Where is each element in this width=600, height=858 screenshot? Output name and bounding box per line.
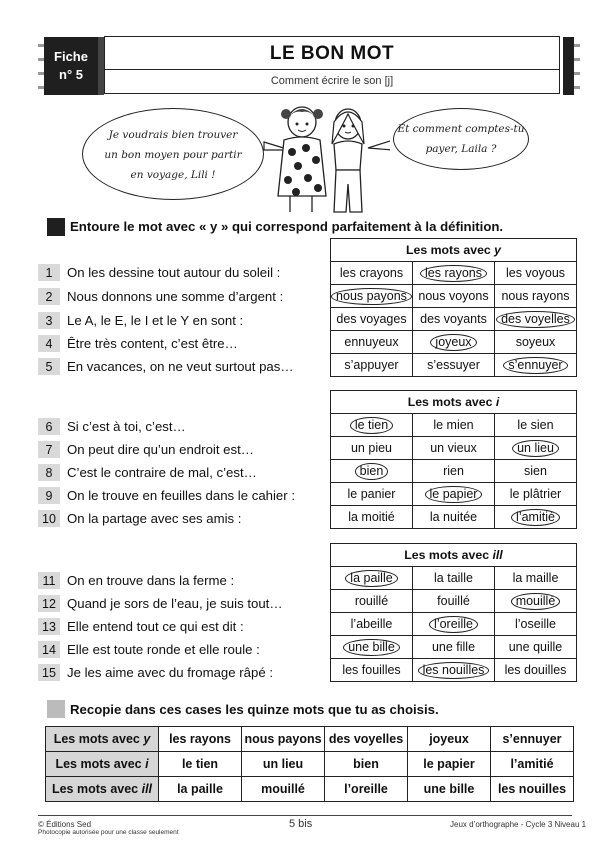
word-cell[interactable]: le panier <box>331 483 413 506</box>
question-number: 11 <box>38 572 60 589</box>
word-cell[interactable]: le mien <box>413 414 495 437</box>
question-number: 9 <box>38 487 60 504</box>
question-text: On les dessine tout autour du soleil : <box>67 265 281 280</box>
word-cell[interactable] <box>495 506 577 529</box>
question-text: Elle est toute ronde et elle roule : <box>67 642 260 657</box>
circled-word: nous payons <box>331 288 412 305</box>
word-cell[interactable] <box>331 636 413 659</box>
word-cell[interactable] <box>331 460 413 483</box>
question-item <box>38 418 186 436</box>
recap-cell[interactable]: nous payons <box>242 727 325 752</box>
word-cell[interactable]: des voyages <box>331 308 413 331</box>
question-item <box>38 572 234 590</box>
page-subtitle: Comment écrire le son [j] <box>270 75 394 87</box>
word-cell[interactable]: la taille <box>413 567 495 590</box>
speech-bubble-right <box>393 108 529 170</box>
word-cell[interactable]: les douilles <box>495 659 577 682</box>
word-cell[interactable]: un pieu <box>331 437 413 460</box>
bubble-left-line: en voyage, Lili ! <box>130 169 216 181</box>
recap-cell[interactable]: s’ennuyer <box>491 727 574 752</box>
question-text: Je les aime avec du fromage râpé : <box>67 665 273 680</box>
question-text: Elle entend tout ce qui est dit : <box>67 619 244 634</box>
question-number: 5 <box>38 358 60 375</box>
word-cell[interactable]: rien <box>413 460 495 483</box>
question-item <box>38 288 283 306</box>
word-cell[interactable]: sien <box>495 460 577 483</box>
word-cell[interactable]: des voyants <box>413 308 495 331</box>
word-cell[interactable]: ennuyeux <box>331 331 413 354</box>
section2-instruction: Recopie dans ces cases les quinze mots que tu as choisis. <box>70 702 439 717</box>
circled-word: bien <box>355 463 389 480</box>
circled-word: l’amitié <box>511 509 560 526</box>
recap-row-label: Les mots avec y <box>46 727 159 752</box>
word-cell[interactable]: les voyous <box>495 262 577 285</box>
word-cell[interactable] <box>413 331 495 354</box>
question-number: 1 <box>38 264 60 281</box>
recap-cell[interactable]: bien <box>325 752 408 777</box>
question-number: 12 <box>38 595 60 612</box>
question-item <box>38 464 257 482</box>
footer-series: Jeux d’orthographe - Cycle 3 Niveau 1 <box>450 820 587 829</box>
word-cell[interactable]: l’abeille <box>331 613 413 636</box>
word-cell[interactable]: la maille <box>495 567 577 590</box>
section-bullet-icon <box>47 700 65 718</box>
word-cell[interactable] <box>413 659 495 682</box>
footer-publisher: © Éditions Sed <box>38 820 92 829</box>
page-title: LE BON MOT <box>269 43 395 64</box>
recap-row-label: Les mots avec i <box>46 752 159 777</box>
question-item <box>38 618 244 636</box>
word-cell[interactable]: rouillé <box>331 590 413 613</box>
question-text: Le A, le E, le I et le Y en sont : <box>67 313 244 328</box>
footer-page-number: 5 bis <box>289 818 313 830</box>
question-item <box>38 312 243 330</box>
word-cell[interactable] <box>413 483 495 506</box>
question-item <box>38 641 260 659</box>
question-item <box>38 335 238 353</box>
word-cell[interactable]: s’essuyer <box>413 354 495 377</box>
circled-word: les rayons <box>420 265 487 282</box>
word-table-ill <box>330 543 577 682</box>
word-table-header: Les mots avec y <box>331 239 577 262</box>
recap-row-label: Les mots avec ill <box>46 777 159 802</box>
recap-cell[interactable]: une bille <box>408 777 491 802</box>
recap-cell[interactable]: des voyelles <box>325 727 408 752</box>
word-table-header: Les mots avec i <box>331 391 577 414</box>
question-text: Si c’est à toi, c’est… <box>67 419 186 434</box>
question-number: 13 <box>38 618 60 635</box>
section1-instruction: Entoure le mot avec « y » qui correspond parfaitement à la définition. <box>70 219 504 234</box>
word-cell[interactable]: nous rayons <box>495 285 577 308</box>
question-text: On peut dire qu’un endroit est… <box>67 442 254 457</box>
question-number: 3 <box>38 312 60 329</box>
question-number: 14 <box>38 641 60 658</box>
circled-word: joyeux <box>430 334 476 351</box>
word-cell[interactable] <box>413 613 495 636</box>
recap-cell[interactable]: les nouilles <box>491 777 574 802</box>
word-cell[interactable]: une quille <box>495 636 577 659</box>
question-text: Quand je sors de l’eau, je suis tout… <box>67 596 283 611</box>
word-cell[interactable]: la moitié <box>331 506 413 529</box>
circled-word: le tien <box>350 417 393 434</box>
question-text: En vacances, on ne veut surtout pas… <box>67 359 294 374</box>
footer-divider <box>38 815 572 816</box>
recap-cell[interactable]: l’oreille <box>325 777 408 802</box>
footer-notice: Photocopie autorisée pour une classe seulement <box>38 829 179 836</box>
word-cell[interactable] <box>331 285 413 308</box>
question-item <box>38 358 294 376</box>
recap-cell[interactable]: un lieu <box>242 752 325 777</box>
word-cell[interactable] <box>413 262 495 285</box>
question-text: Être très content, c’est être… <box>67 336 238 351</box>
recap-cell[interactable]: le tien <box>159 752 242 777</box>
question-text: On la partage avec ses amis : <box>67 511 242 526</box>
recap-cell[interactable]: l’amitié <box>491 752 574 777</box>
circled-word: le papier <box>425 486 483 503</box>
word-cell[interactable]: un vieux <box>413 437 495 460</box>
question-number: 7 <box>38 441 60 458</box>
circled-word: s’ennuyer <box>503 357 567 374</box>
word-cell[interactable] <box>495 590 577 613</box>
word-cell[interactable] <box>495 354 577 377</box>
circled-word: une bille <box>343 639 400 656</box>
question-number: 2 <box>38 288 60 305</box>
word-cell[interactable]: nous voyons <box>413 285 495 308</box>
word-cell[interactable]: les fouilles <box>331 659 413 682</box>
recap-cell[interactable]: la paille <box>159 777 242 802</box>
question-text: Nous donnons une somme d’argent : <box>67 289 284 304</box>
word-cell[interactable]: une fille <box>413 636 495 659</box>
recap-cell[interactable]: mouillé <box>242 777 325 802</box>
question-item <box>38 664 273 682</box>
word-table-i <box>330 390 577 529</box>
recap-cell[interactable]: joyeux <box>408 727 491 752</box>
question-number: 8 <box>38 464 60 481</box>
question-text: On le trouve en feuilles dans le cahier : <box>67 488 295 503</box>
fiche-label: Fiche <box>54 49 88 64</box>
recap-table <box>45 726 574 802</box>
word-cell[interactable] <box>495 308 577 331</box>
section-bullet-icon <box>47 218 65 236</box>
word-cell[interactable]: la nuitée <box>413 506 495 529</box>
question-item <box>38 487 295 505</box>
word-table-header: Les mots avec ill <box>331 544 577 567</box>
question-item <box>38 595 283 613</box>
word-table-y <box>330 238 577 377</box>
question-item <box>38 441 254 459</box>
word-cell[interactable]: les crayons <box>331 262 413 285</box>
question-item <box>38 264 280 282</box>
circled-word: mouillé <box>511 593 561 610</box>
question-text: C’est le contraire de mal, c’est… <box>67 465 257 480</box>
circled-word: les nouilles <box>418 662 490 679</box>
fiche-number: n° 5 <box>59 67 83 82</box>
bubble-left-line: un bon moyen pour partir <box>104 149 242 161</box>
question-number: 15 <box>38 664 60 681</box>
word-cell[interactable]: fouillé <box>413 590 495 613</box>
bubble-left-line: Je voudrais bien trouver <box>108 129 238 141</box>
recap-cell[interactable]: le papier <box>408 752 491 777</box>
question-number: 6 <box>38 418 60 435</box>
bubble-right-line: payer, Laila ? <box>425 143 497 155</box>
fiche-badge <box>44 37 104 95</box>
bubble-right-line: Et comment comptes-tu <box>397 123 525 135</box>
two-girls-illustration <box>250 100 390 215</box>
question-number: 10 <box>38 510 60 527</box>
word-cell[interactable] <box>331 414 413 437</box>
word-cell[interactable]: l’oseille <box>495 613 577 636</box>
circled-word: un lieu <box>512 440 559 457</box>
speech-bubble-left <box>82 108 264 200</box>
binder-strip <box>563 37 574 95</box>
word-cell[interactable] <box>495 437 577 460</box>
circled-word: la paille <box>345 570 397 587</box>
circled-word: l’oreille <box>429 616 478 633</box>
circled-word: des voyelles <box>496 311 575 328</box>
question-text: On en trouve dans la ferme : <box>67 573 235 588</box>
word-cell[interactable] <box>331 567 413 590</box>
question-item <box>38 510 241 528</box>
title-box <box>104 36 560 94</box>
question-number: 4 <box>38 335 60 352</box>
word-cell[interactable]: s’appuyer <box>331 354 413 377</box>
word-cell[interactable]: le sien <box>495 414 577 437</box>
recap-cell[interactable]: les rayons <box>159 727 242 752</box>
word-cell[interactable]: le plâtrier <box>495 483 577 506</box>
word-cell[interactable]: soyeux <box>495 331 577 354</box>
